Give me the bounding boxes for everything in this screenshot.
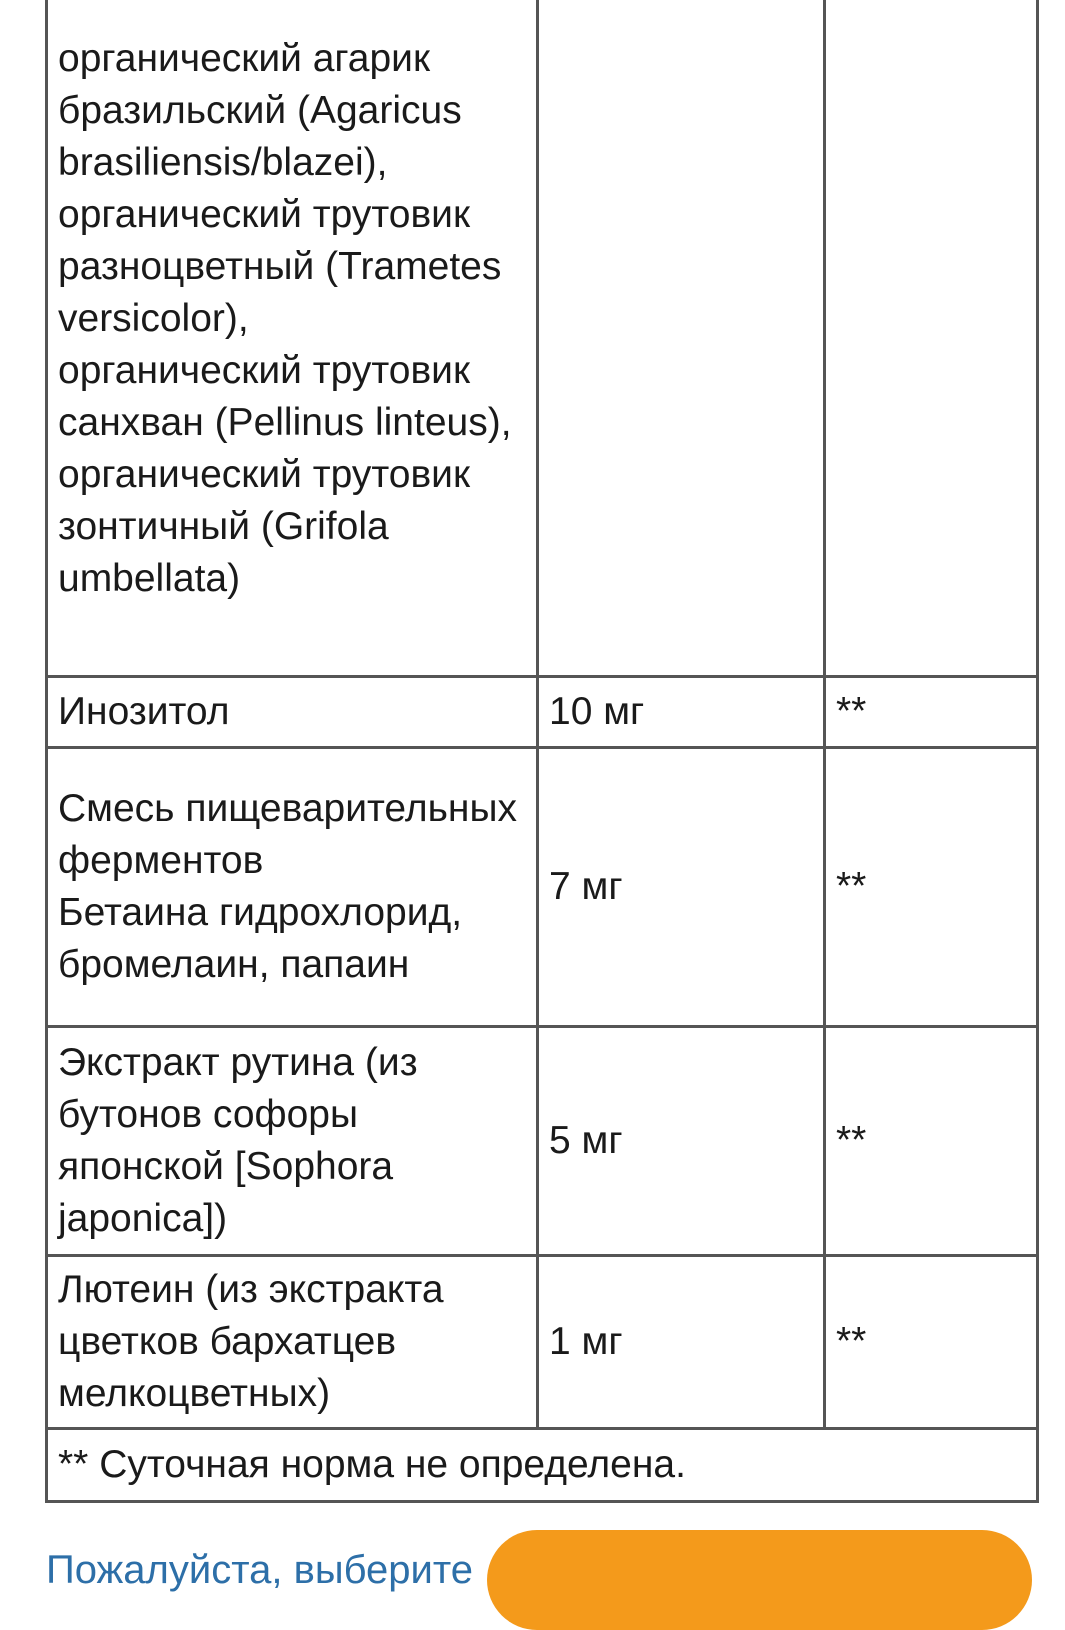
- ingredient-name: Экстракт рутина (из бутонов софоры японской [Sophora japonica]): [47, 1027, 538, 1256]
- supplement-facts-table: [45, 0, 1039, 1503]
- table-row: [47, 1027, 1038, 1256]
- select-link[interactable]: Пожалуйста, выберите: [46, 1548, 473, 1592]
- add-to-cart-button[interactable]: [487, 1530, 1032, 1630]
- footnote: ** Суточная норма не определена.: [47, 1429, 1038, 1502]
- ingredient-amount: 7 мг: [538, 748, 825, 1027]
- footnote-row: [47, 1429, 1038, 1502]
- table-row: [47, 677, 1038, 748]
- ingredient-name: Инозитол: [47, 677, 538, 748]
- ingredient-name: Смесь пищеварительных ферментов Бетаина гидрохлорид, бромелаин, папаин: [47, 748, 538, 1027]
- daily-value: **: [825, 1027, 1038, 1256]
- supplement-facts-table-wrap: [45, 0, 1036, 1503]
- table-row: [47, 0, 1038, 677]
- ingredient-name: органический агарик бразильский (Agaricus brasiliensis/blazei), органический трутовик разноцветный (Trametes versicolor), органический трутовик санхван (Pellinus linteus), органический трутовик зонтичный (Grifola umbellata): [47, 0, 538, 677]
- ingredient-amount: 10 мг: [538, 677, 825, 748]
- ingredient-amount: [538, 0, 825, 677]
- ingredient-amount: 1 мг: [538, 1256, 825, 1429]
- daily-value: **: [825, 748, 1038, 1027]
- table-row: [47, 1256, 1038, 1429]
- table-row: [47, 748, 1038, 1027]
- ingredient-name: Лютеин (из экстракта цветков бархатцев мелкоцветных): [47, 1256, 538, 1429]
- daily-value: **: [825, 1256, 1038, 1429]
- daily-value: [825, 0, 1038, 677]
- ingredient-amount: 5 мг: [538, 1027, 825, 1256]
- daily-value: **: [825, 677, 1038, 748]
